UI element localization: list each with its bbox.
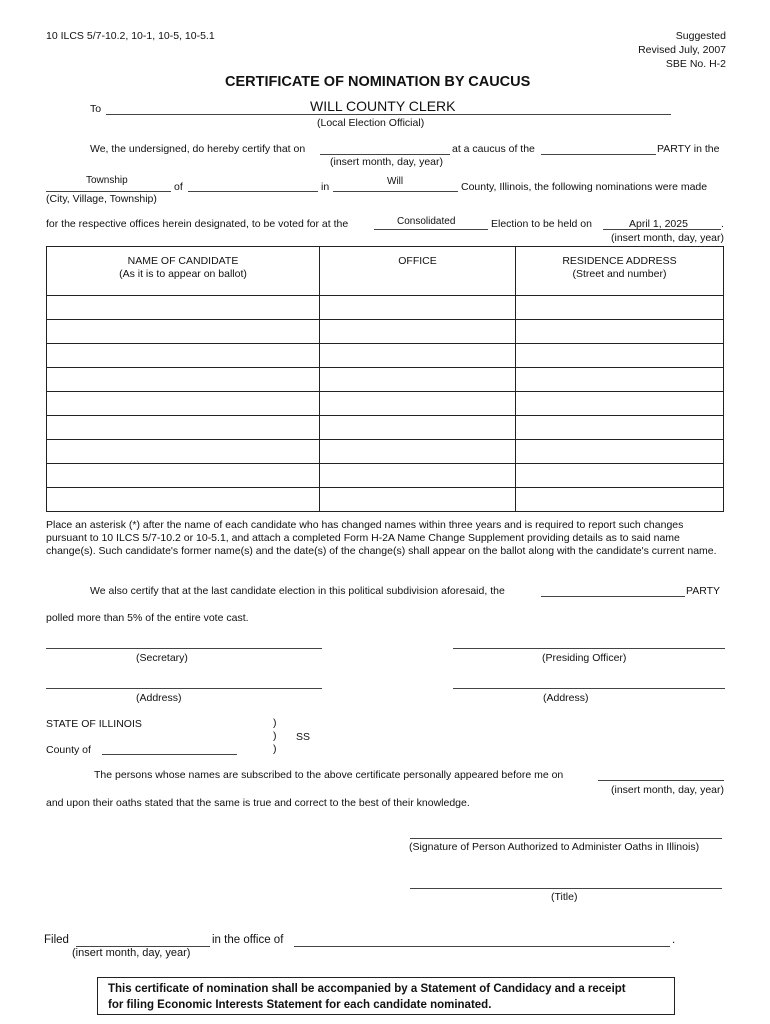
notary-title-caption: (Title) bbox=[551, 891, 578, 903]
caucus-party-field[interactable] bbox=[541, 154, 656, 155]
county-field[interactable] bbox=[333, 191, 458, 192]
office-cell[interactable] bbox=[320, 344, 516, 368]
ss-label: SS bbox=[296, 731, 311, 743]
county-text: County, Illinois, the following nominations were made bbox=[461, 181, 708, 193]
secretary-address-field[interactable] bbox=[46, 688, 322, 689]
table-row bbox=[47, 392, 724, 416]
column-header-label: RESIDENCE ADDRESS bbox=[562, 255, 677, 267]
oath-text: The persons whose names are subscribed to the above certificate personally appeared before me on bbox=[94, 769, 564, 781]
table-row bbox=[47, 296, 724, 320]
party-cert-text: We also certify that at the last candidate election in this political subdivision aforesaid, the bbox=[90, 585, 505, 597]
election-held-text: Election to be held on bbox=[491, 218, 592, 230]
footer-notice-box bbox=[97, 977, 675, 1015]
address-cell[interactable] bbox=[516, 464, 724, 488]
filed-office-label: in the office of bbox=[212, 934, 284, 946]
table-row bbox=[47, 464, 724, 488]
column-header-sublabel: (Street and number) bbox=[572, 268, 667, 280]
venue-paren: ) bbox=[273, 743, 277, 755]
oath-date-field[interactable] bbox=[598, 780, 724, 781]
filed-office-field[interactable] bbox=[294, 946, 670, 947]
address-cell[interactable] bbox=[516, 296, 724, 320]
table-row bbox=[47, 488, 724, 512]
election-type-value: Consolidated bbox=[397, 216, 456, 227]
office-cell[interactable] bbox=[320, 416, 516, 440]
candidate-name-cell[interactable] bbox=[47, 488, 320, 512]
party-cert-party-label: PARTY bbox=[686, 585, 721, 597]
footer-notice-line: This certificate of nomination shall be accompanied by a Statement of Candidacy and a receipt bbox=[108, 983, 626, 995]
unit-type-caption: (City, Village, Township) bbox=[46, 193, 157, 205]
venue-paren: ) bbox=[273, 730, 277, 742]
election-date-caption: (insert month, day, year) bbox=[610, 232, 724, 244]
office-cell[interactable] bbox=[320, 320, 516, 344]
candidate-name-cell[interactable] bbox=[47, 344, 320, 368]
address-cell[interactable] bbox=[516, 416, 724, 440]
oath-statement-text: and upon their oaths stated that the same is true and correct to the best of their knowledge. bbox=[46, 797, 470, 809]
column-header-sublabel: (As it is to appear on ballot) bbox=[119, 268, 247, 280]
prior-party-field[interactable] bbox=[541, 596, 685, 597]
secretary-caption: (Secretary) bbox=[136, 652, 188, 664]
local-official-caption: (Local Election Official) bbox=[317, 117, 425, 129]
office-cell[interactable] bbox=[320, 296, 516, 320]
column-header-candidate bbox=[47, 247, 320, 296]
election-date-value: April 1, 2025 bbox=[629, 218, 688, 230]
column-header-office bbox=[320, 247, 516, 296]
address-cell[interactable] bbox=[516, 488, 724, 512]
address-cell[interactable] bbox=[516, 320, 724, 344]
footer-notice-line: for filing Economic Interests Statement for each candidate nominated. bbox=[108, 999, 492, 1011]
to-label: To bbox=[90, 103, 102, 115]
form-number: SBE No. H-2 bbox=[665, 58, 726, 70]
election-text: for the respective offices herein designated, to be voted for at the bbox=[46, 218, 349, 230]
notary-signature-field[interactable] bbox=[410, 838, 722, 839]
filed-label: Filed bbox=[44, 934, 69, 946]
caucus-date-field[interactable] bbox=[320, 154, 450, 155]
certify-text: We, the undersigned, do hereby certify that on bbox=[90, 143, 306, 155]
caucus-text: at a caucus of the bbox=[452, 143, 535, 155]
column-header-label: NAME OF CANDIDATE bbox=[127, 255, 239, 267]
county-value: Will bbox=[387, 176, 404, 187]
notary-signature-caption: (Signature of Person Authorized to Administer Oaths in Illinois) bbox=[409, 841, 700, 853]
candidate-name-cell[interactable] bbox=[47, 440, 320, 464]
filed-period: . bbox=[672, 934, 676, 946]
asterisk-notice: Place an asterisk (*) after the name of each candidate who has changed names within three years and is required to report such changes pursuant to 10 ILCS 5/7-10.2 or 10-5.1, and attach a completed Form H-2A Name Change Supplement providing details as to said name change(s). Such candidate's former name(s) and the date(s) of the change(s) shall appear on the ballot along with the candidate's current name. bbox=[46, 519, 717, 557]
caucus-date-caption: (insert month, day, year) bbox=[330, 156, 444, 168]
presiding-officer-signature-field[interactable] bbox=[453, 648, 725, 649]
unit-type-value: Township bbox=[86, 175, 128, 186]
table-row bbox=[47, 368, 724, 392]
unit-name-field[interactable] bbox=[188, 191, 318, 192]
notary-title-field[interactable] bbox=[410, 888, 722, 889]
revision-date: Revised July, 2007 bbox=[638, 44, 726, 56]
presiding-officer-address-field[interactable] bbox=[453, 688, 725, 689]
address-cell[interactable] bbox=[516, 368, 724, 392]
table-row bbox=[47, 440, 724, 464]
candidate-name-cell[interactable] bbox=[47, 416, 320, 440]
column-header-address bbox=[516, 247, 724, 296]
office-cell[interactable] bbox=[320, 464, 516, 488]
address-cell[interactable] bbox=[516, 440, 724, 464]
in-text: in bbox=[321, 181, 330, 193]
of-text: of bbox=[174, 181, 183, 193]
candidate-name-cell[interactable] bbox=[47, 368, 320, 392]
table-row bbox=[47, 344, 724, 368]
office-cell[interactable] bbox=[320, 368, 516, 392]
secretary-address-caption: (Address) bbox=[136, 692, 182, 704]
candidate-name-cell[interactable] bbox=[47, 464, 320, 488]
party-in-text: PARTY in the bbox=[657, 143, 720, 155]
address-cell[interactable] bbox=[516, 344, 724, 368]
local-official-value: WILL COUNTY CLERK bbox=[310, 98, 456, 114]
statute-reference: 10 ILCS 5/7-10.2, 10-1, 10-5, 10-5.1 bbox=[46, 30, 215, 42]
presiding-officer-caption: (Presiding Officer) bbox=[542, 652, 627, 664]
filed-date-caption: (insert month, day, year) bbox=[72, 947, 191, 959]
venue-paren: ) bbox=[273, 717, 277, 729]
address-cell[interactable] bbox=[516, 392, 724, 416]
candidate-name-cell[interactable] bbox=[47, 296, 320, 320]
county-of-label: County of bbox=[46, 744, 91, 756]
candidate-name-cell[interactable] bbox=[47, 392, 320, 416]
candidate-name-cell[interactable] bbox=[47, 320, 320, 344]
office-cell[interactable] bbox=[320, 440, 516, 464]
election-type-field[interactable] bbox=[374, 229, 488, 230]
suggested-label: Suggested bbox=[675, 30, 726, 42]
table-header-row bbox=[47, 247, 724, 296]
oath-date-caption: (insert month, day, year) bbox=[610, 784, 724, 796]
office-cell[interactable] bbox=[320, 488, 516, 512]
column-header-label: OFFICE bbox=[398, 255, 437, 267]
election-period: . bbox=[721, 218, 724, 230]
unit-type-field[interactable] bbox=[46, 191, 171, 192]
secretary-signature-field[interactable] bbox=[46, 648, 322, 649]
party-cert-polled-text: polled more than 5% of the entire vote cast. bbox=[46, 612, 249, 624]
table-row bbox=[47, 320, 724, 344]
presiding-officer-address-caption: (Address) bbox=[543, 692, 589, 704]
table-row bbox=[47, 416, 724, 440]
state-label: STATE OF ILLINOIS bbox=[46, 718, 142, 730]
local-official-field[interactable] bbox=[106, 114, 671, 115]
office-cell[interactable] bbox=[320, 392, 516, 416]
venue-county-field[interactable] bbox=[102, 754, 237, 755]
candidates-table bbox=[46, 246, 724, 512]
page-title: CERTIFICATE OF NOMINATION BY CAUCUS bbox=[225, 74, 531, 90]
